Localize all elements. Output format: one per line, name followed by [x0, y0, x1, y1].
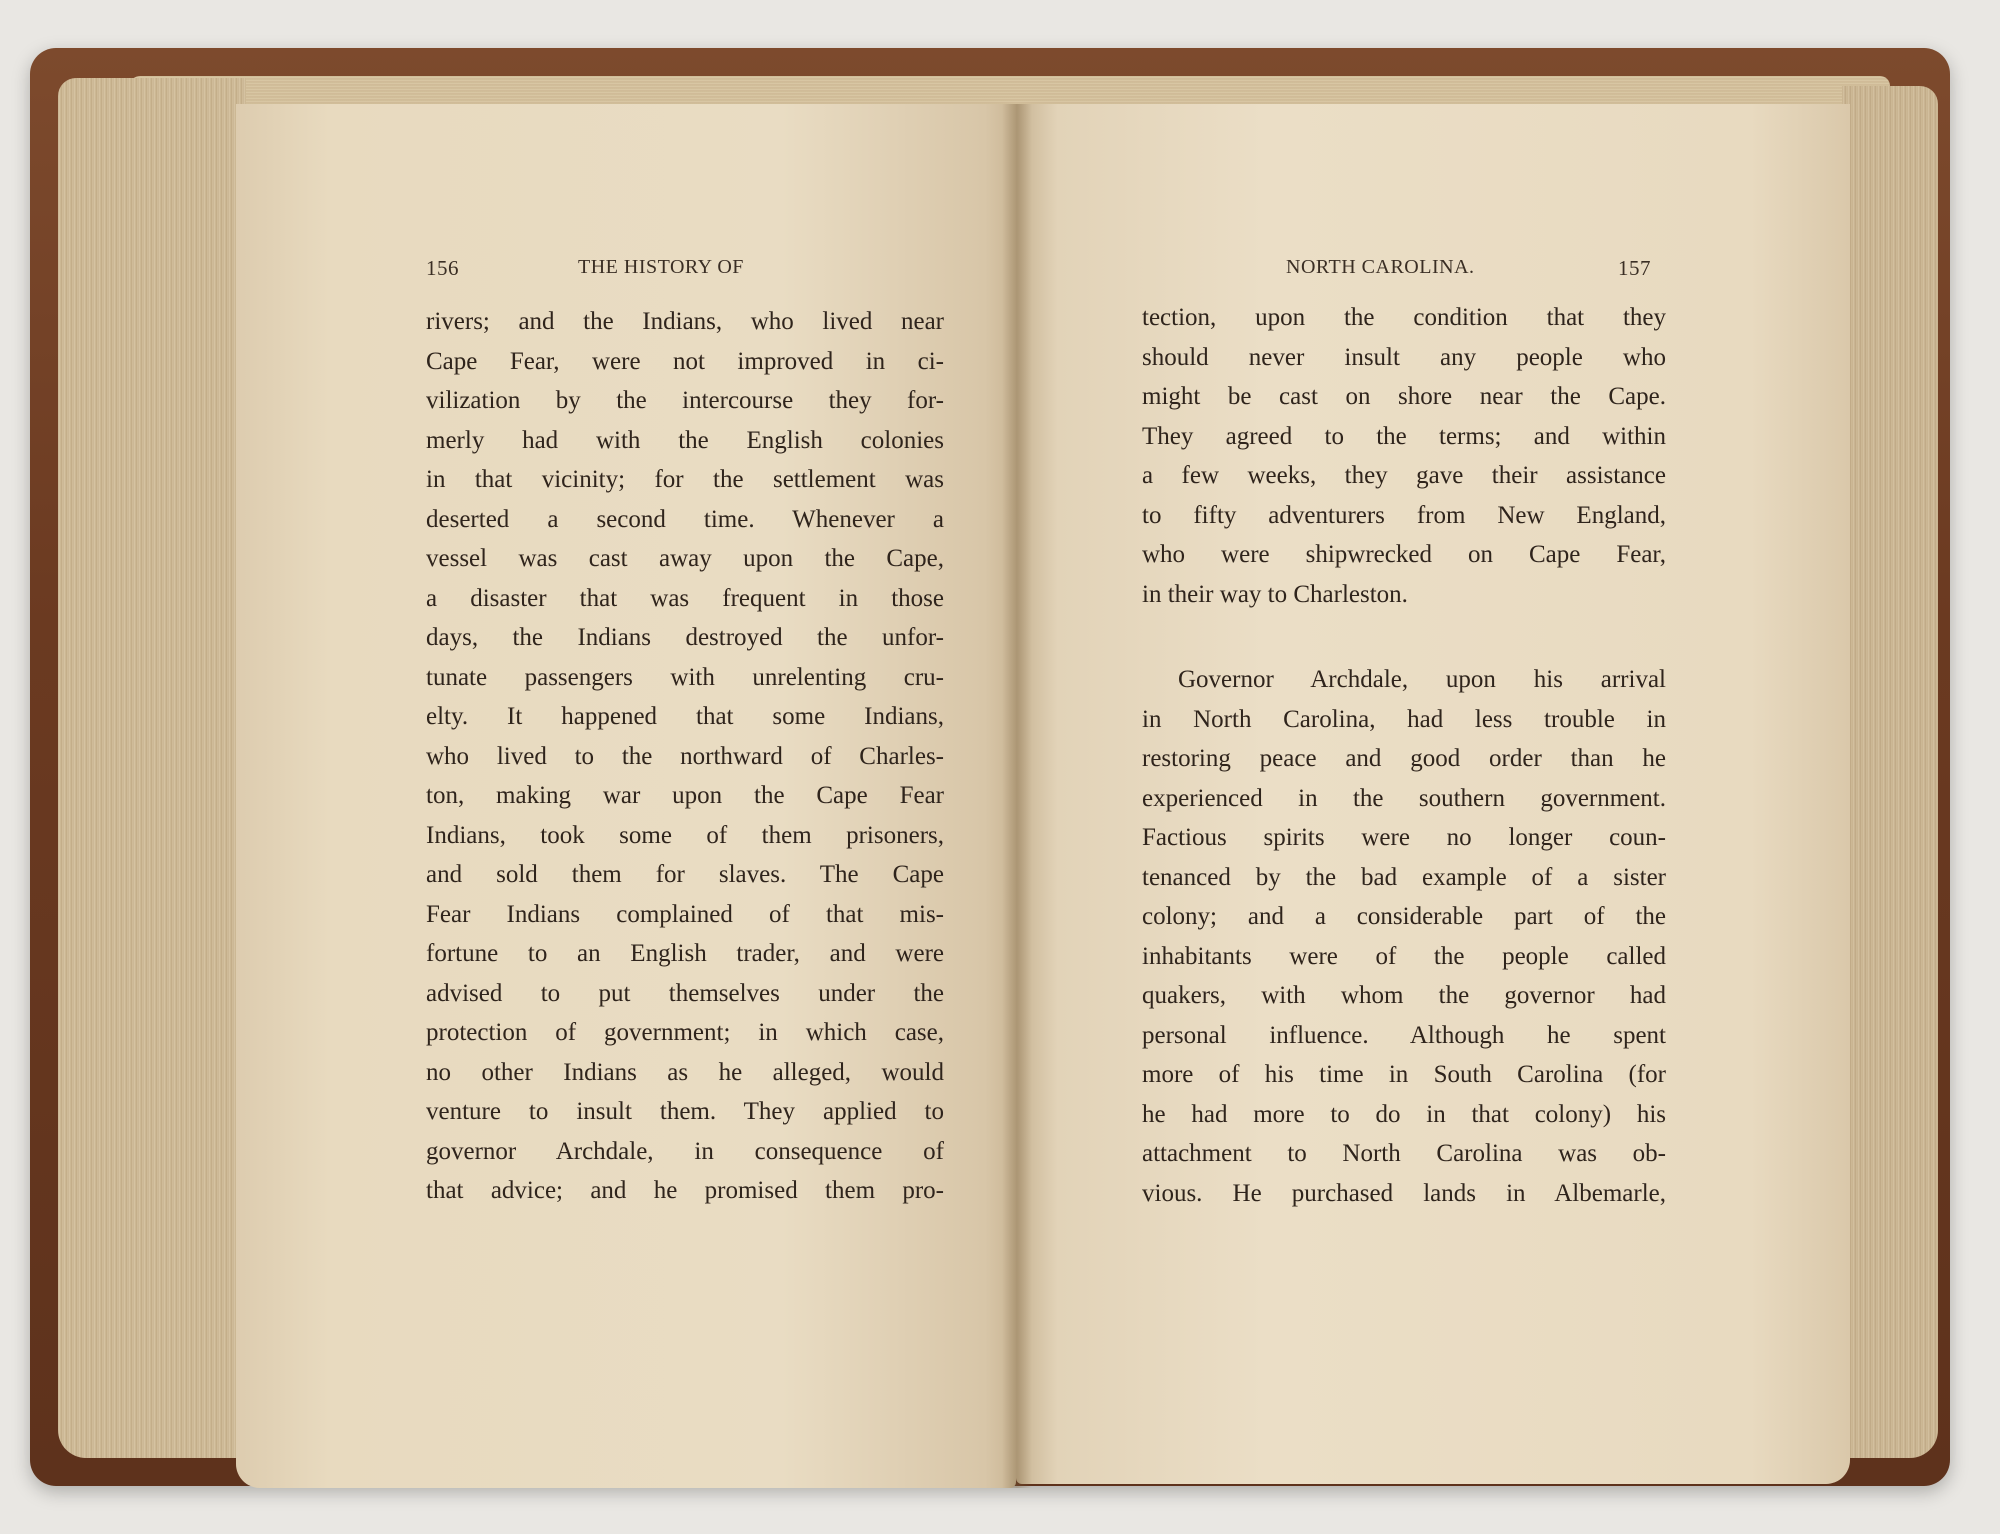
- text-line: protection of government; in which case,: [426, 1019, 944, 1046]
- text-line: in North Carolina, had less trouble in: [1142, 705, 1666, 733]
- text-line: governor Archdale, in consequence of: [426, 1137, 944, 1165]
- text-line: personal influence. Although he spent: [1142, 1021, 1666, 1049]
- text-line: no other Indians as he alleged, would: [426, 1058, 944, 1086]
- text-line: inhabitants were of the people called: [1142, 942, 1666, 970]
- text-line: a few weeks, they gave their assistance: [1142, 462, 1666, 489]
- text-line: should never insult any people who: [1142, 343, 1666, 371]
- text-line: days, the Indians destroyed the unfor-: [426, 624, 944, 651]
- text-line: restoring peace and good order than he: [1142, 745, 1666, 772]
- right-page-text: [1142, 298, 1666, 1213]
- text-line: advised to put themselves under the: [426, 979, 944, 1007]
- text-line: merly had with the English colonies: [426, 426, 944, 454]
- text-line: quakers, with whom the governor had: [1142, 982, 1666, 1009]
- page-edges-right: [1842, 86, 1938, 1458]
- text-line: deserted a second time. Whenever a: [426, 505, 944, 533]
- text-line: elty. It happened that some Indians,: [426, 703, 944, 730]
- text-line: to fifty adventurers from New England,: [1142, 501, 1666, 529]
- text-line: vious. He purchased lands in Albemarle,: [1142, 1179, 1666, 1207]
- text-line: attachment to North Carolina was ob-: [1142, 1140, 1666, 1167]
- text-line: he had more to do in that colony) his: [1142, 1100, 1666, 1128]
- right-paragraph-2: [1142, 660, 1666, 1213]
- text-line: vilization by the intercourse they for-: [426, 387, 944, 414]
- paragraph-break: [1142, 614, 1666, 660]
- right-page-header: [1286, 256, 1666, 286]
- text-line: in their way to Charleston.: [1142, 580, 1408, 608]
- left-running-head: THE HISTORY OF: [578, 256, 744, 278]
- text-line: might be cast on shore near the Cape.: [1142, 383, 1666, 410]
- text-line: They agreed to the terms; and within: [1142, 422, 1666, 450]
- left-page-header: [426, 256, 946, 286]
- book-gutter: [1002, 104, 1032, 1488]
- text-line: ton, making war upon the Cape Fear: [426, 782, 944, 809]
- text-line: tunate passengers with unrelenting cru-: [426, 663, 944, 691]
- text-line: in that vicinity; for the settlement was: [426, 466, 944, 493]
- left-page-number: 156: [426, 256, 459, 280]
- page-edges-left: [58, 78, 246, 1458]
- text-line: rivers; and the Indians, who lived near: [426, 308, 944, 335]
- text-line: that advice; and he promised them pro-: [426, 1177, 944, 1204]
- text-line: a disaster that was frequent in those: [426, 584, 944, 612]
- text-line: colony; and a considerable part of the: [1142, 903, 1666, 930]
- text-line: vessel was cast away upon the Cape,: [426, 545, 944, 572]
- text-line: Cape Fear, were not improved in ci-: [426, 347, 944, 375]
- text-line: experienced in the southern government.: [1142, 784, 1666, 812]
- text-line: fortune to an English trader, and were: [426, 940, 944, 967]
- text-line: Fear Indians complained of that mis-: [426, 900, 944, 928]
- right-running-head: NORTH CAROLINA.: [1286, 256, 1475, 278]
- left-page-text: [426, 302, 944, 1211]
- text-line: tenanced by the bad example of a sister: [1142, 863, 1666, 891]
- text-line: who lived to the northward of Charles-: [426, 742, 944, 770]
- text-line: Indians, took some of them prisoners,: [426, 821, 944, 849]
- text-line: Governor Archdale, upon his arrival: [1178, 666, 1666, 693]
- text-line: tection, upon the condition that they: [1142, 304, 1666, 331]
- text-line: and sold them for slaves. The Cape: [426, 861, 944, 888]
- text-line: Factious spirits were no longer coun-: [1142, 824, 1666, 851]
- text-line: venture to insult them. They applied to: [426, 1098, 944, 1125]
- text-line: more of his time in South Carolina (for: [1142, 1061, 1666, 1088]
- text-line: who were shipwrecked on Cape Fear,: [1142, 541, 1666, 568]
- right-paragraph-1: [1142, 298, 1666, 614]
- right-page-number: 157: [1618, 256, 1651, 280]
